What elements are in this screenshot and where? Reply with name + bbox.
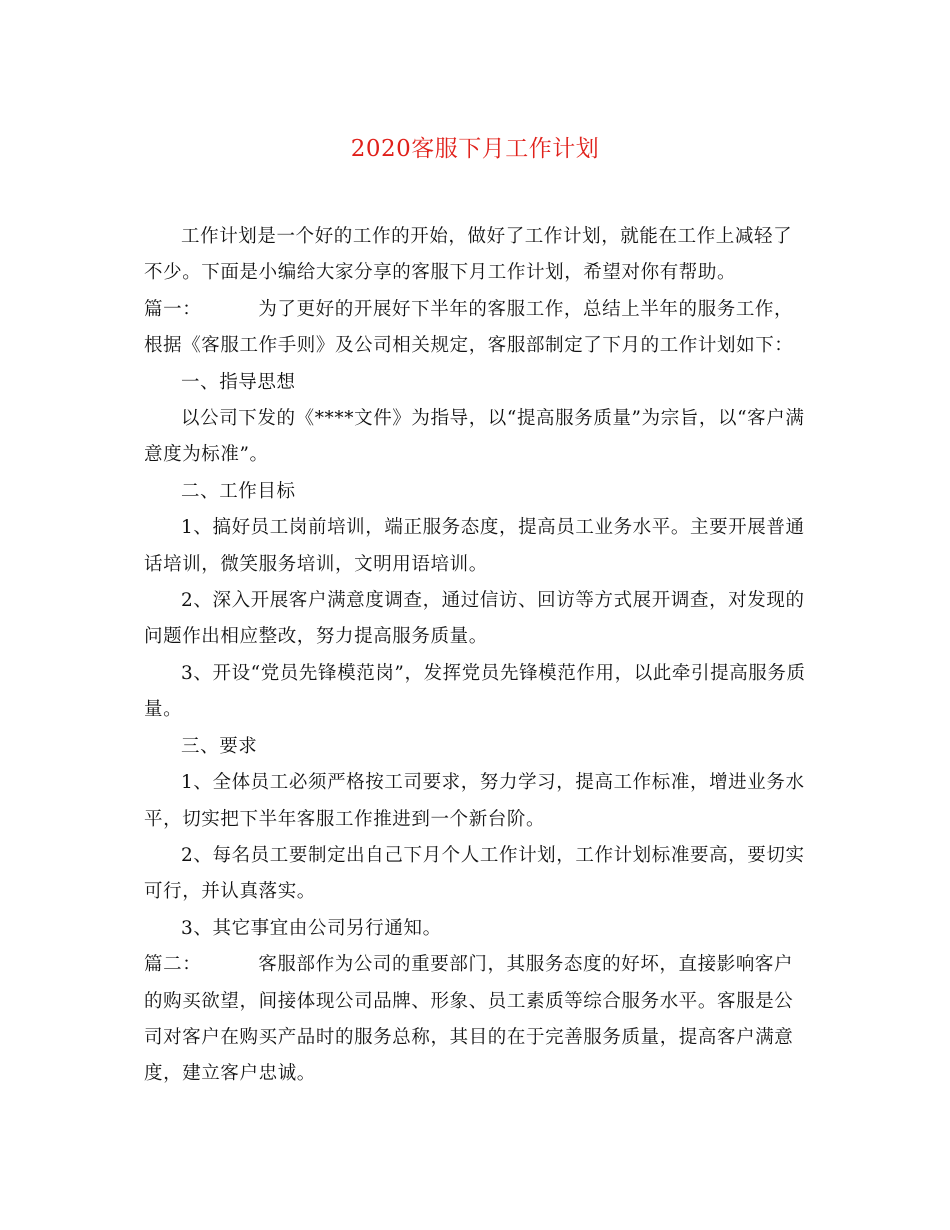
section1-text: 以公司下发的《****文件》为指导，以“提高服务质量”为宗旨，以“客户满意度为标准”。	[144, 408, 805, 466]
document-body	[144, 219, 810, 1093]
goal-item-1: 1、搞好员工岗前培训，端正服务态度，提高员工业务水平。主要开展普通话培训，微笑服务培训，文明用语培训。	[144, 517, 805, 575]
part2-label: 篇二：	[144, 954, 202, 976]
goal-item-3: 3、开设“党员先锋模范岗”，发挥党员先锋模范作用，以此牵引提高服务质量。	[144, 662, 806, 721]
section2-heading: 二、工作目标	[181, 480, 296, 502]
part2-paragraph	[144, 947, 810, 1093]
part1-paragraph	[144, 292, 810, 365]
section1-heading: 一、指导思想	[181, 371, 296, 393]
intro-paragraph: 工作计划是一个好的工作的开始，做好了工作计划，就能在工作上减轻了不少。下面是小编给大家分享的客服下月工作计划，希望对你有帮助。	[144, 226, 793, 284]
goal-item-2: 2、深入开展客户满意度调查，通过信访、回访等方式展开调查，对发现的问题作出相应整改，努力提高服务质量。	[144, 590, 805, 648]
part1-label: 篇一：	[144, 298, 202, 320]
requirement-item-3: 3、其它事宜由公司另行通知。	[181, 917, 442, 939]
requirement-item-1: 1、全体员工必须严格按工司要求，努力学习，提高工作标准，增进业务水平，切实把下半年客服工作推进到一个新台阶。	[144, 772, 805, 830]
document-title: 2020客服下月工作计划	[350, 136, 600, 162]
part2-text: 客服部作为公司的重要部门，其服务态度的好坏，直接影响客户的购买欲望，间接体现公司品牌、形象、员工素质等综合服务水平。客服是公司对客户在购买产品时的服务总称，其目的在于完善服务质量，提高客户满意度，建立客户忠诚。	[144, 954, 794, 1085]
part1-text: 为了更好的开展好下半年的客服工作，总结上半年的服务工作，根据《客服工作手则》及公司相关规定，客服部制定了下月的工作计划如下：	[144, 298, 794, 357]
section3-heading: 三、要求	[181, 735, 258, 757]
requirement-item-2: 2、每名员工要制定出自己下月个人工作计划，工作计划标准要高，要切实可行，并认真落实。	[144, 844, 805, 903]
